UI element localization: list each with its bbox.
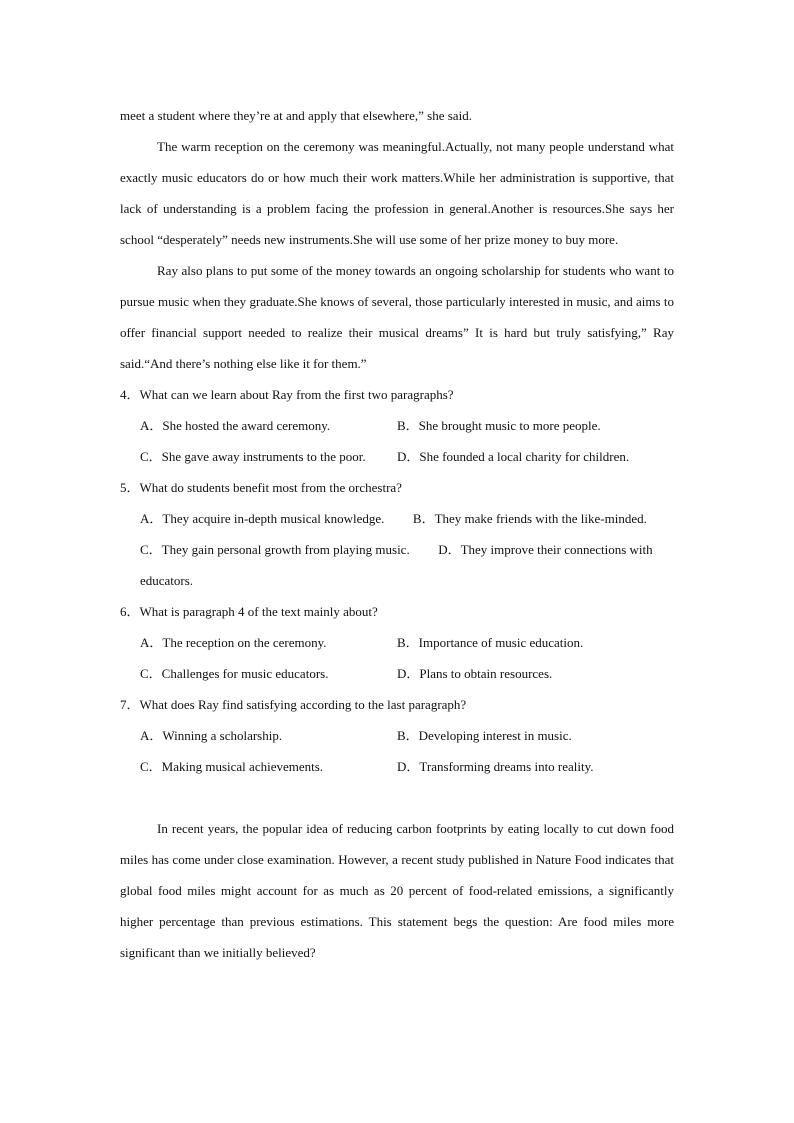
option-c: C．She gave away instruments to the poor. <box>140 449 366 464</box>
option-row <box>120 627 674 658</box>
option-row <box>120 534 674 596</box>
option-row <box>120 410 674 441</box>
option-row <box>120 658 674 689</box>
option-row <box>120 720 674 751</box>
option-a: A．They acquire in-depth musical knowledge. <box>140 511 385 526</box>
question-stem: 6．What is paragraph 4 of the text mainly about? <box>120 604 378 619</box>
passage1-paragraph-1: meet a student where they’re at and apply that elsewhere,” she said. <box>120 108 472 123</box>
question-7 <box>120 689 674 782</box>
option-d: D．Plans to obtain resources. <box>397 666 553 681</box>
passage1-paragraph-2: The warm reception on the ceremony was meaningful.Actually, not many people understand what exactly music educators do or how much their work matters.While her administration is supportive, that lack of understanding is a problem facing the profession in general.Another is resources.She says her school “desperately” needs new instruments.She will use some of her prize money to buy more. <box>120 139 674 247</box>
option-b: B．Importance of music education. <box>397 635 584 650</box>
option-d: D．She founded a local charity for children. <box>397 449 630 464</box>
option-a: A．The reception on the ceremony. <box>140 635 327 650</box>
option-d: D．They improve their connections with educators. <box>140 542 653 588</box>
option-b: B．They make friends with the like-minded. <box>412 511 647 526</box>
option-c: C．Making musical achievements. <box>140 759 324 774</box>
option-row <box>120 751 674 782</box>
option-a: A．She hosted the award ceremony. <box>140 418 331 433</box>
page-content <box>120 100 674 968</box>
option-d: D．Transforming dreams into reality. <box>397 759 594 774</box>
option-row <box>120 503 674 534</box>
option-c: C．They gain personal growth from playing music. <box>140 542 410 557</box>
section-spacer <box>120 782 674 813</box>
option-row <box>120 441 674 472</box>
question-4 <box>120 379 674 472</box>
question-stem: 4．What can we learn about Ray from the first two paragraphs? <box>120 387 454 402</box>
passage1-paragraph-3: Ray also plans to put some of the money towards an ongoing scholarship for students who want to pursue music when they graduate.She knows of several, those particularly interested in music, and aims to offer financial support needed to realize their musical dreams” It is hard but truly satisfying,” Ray said.“And there’s nothing else like it for them.” <box>120 263 674 371</box>
option-a: A．Winning a scholarship. <box>140 728 283 743</box>
question-6 <box>120 596 674 689</box>
question-5 <box>120 472 674 596</box>
passage2-paragraph-1: In recent years, the popular idea of reducing carbon footprints by eating locally to cut down food miles has come under close examination. However, a recent study published in Nature Food indicates that global food miles might account for as much as 20 percent of food-related emissions, a significantly higher percentage than previous estimations. This statement begs the question: Are food miles more significant than we initially believed? <box>120 821 674 960</box>
option-b: B．Developing interest in music. <box>397 728 572 743</box>
question-stem: 7．What does Ray find satisfying according to the last paragraph? <box>120 697 467 712</box>
option-b: B．She brought music to more people. <box>397 418 601 433</box>
option-c: C．Challenges for music educators. <box>140 666 329 681</box>
question-stem: 5．What do students benefit most from the orchestra? <box>120 480 402 495</box>
